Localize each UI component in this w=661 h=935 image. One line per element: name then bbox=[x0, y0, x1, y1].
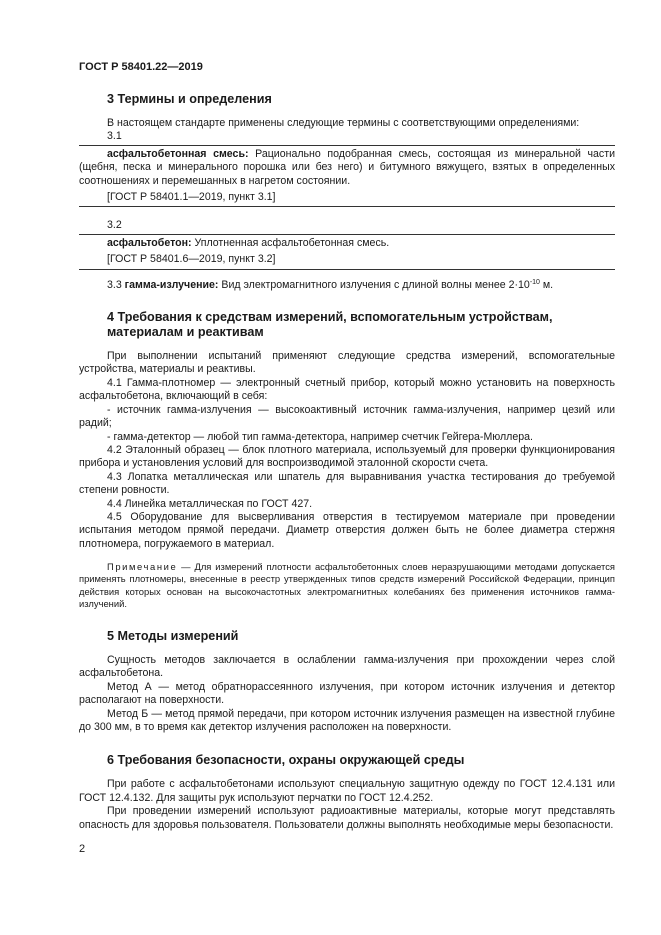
term-3-1-text: Рационально подобранная смесь, состоящая из минеральной части (щебня, песка и минерального порошка или без него) и битумного вяжущего, взятых в определенных соотношениях и перемешанных в нагретом состоянии. bbox=[79, 147, 615, 187]
page-content bbox=[79, 92, 615, 832]
term-3-1-definition bbox=[79, 148, 615, 188]
term-3-1-box bbox=[79, 145, 615, 208]
clause-4-1: 4.1 Гамма-плотномер — электронный счетный прибор, который можно установить на поверхность асфальтобетона, включающий в себя: bbox=[79, 376, 615, 403]
section-6-title: 6 Требования безопасности, охраны окружающей среды bbox=[107, 753, 465, 768]
term-3-2-definition bbox=[79, 237, 615, 250]
term-3-1-term: асфальтобетонная смесь: bbox=[107, 147, 249, 160]
section-3-title: 3 Термины и определения bbox=[107, 92, 272, 106]
term-3-2-box bbox=[79, 234, 615, 270]
clause-4-1-item-source: - источник гамма-излучения — высокоактивный источник гамма-излучения, например цезий или радий; bbox=[79, 403, 615, 430]
term-3-3-exponent: -10 bbox=[529, 278, 540, 286]
term-3-2-number: 3.2 bbox=[107, 219, 122, 232]
clause-4-4: 4.4 Линейка металлическая по ГОСТ 427. bbox=[107, 497, 313, 510]
section-4-intro: При выполнении испытаний применяют следующие средства измерений, вспомогательные устройства, материалы и реактивы. bbox=[79, 350, 615, 376]
method-b: Метод Б — метод прямой передачи, при котором источник излучения размещен на известной глубине до 300 мм, в то время как детектор излучения расположен на поверхности. bbox=[79, 707, 615, 733]
section-5-essence: Сущность методов заключается в ослаблении гамма-излучения при прохождении через слой асфальтобетона. bbox=[79, 653, 615, 680]
section-6-radioactive: При проведении измерений используют радиоактивные материалы, которые могут представлять опасность для здоровья пользователя. Пользователи должны выполнять необходимые меры безопасности. bbox=[79, 805, 615, 831]
term-3-1-reference: [ГОСТ Р 58401.1—2019, пункт 3.1] bbox=[107, 191, 276, 204]
term-3-3 bbox=[79, 279, 615, 292]
term-3-2-reference: [ГОСТ Р 58401.6—2019, пункт 3.2] bbox=[107, 253, 276, 266]
term-3-3-unit: м. bbox=[539, 278, 554, 291]
note-text: — Для измерений плотности асфальтобетонных слоев неразрушающими методами допускается применять плотномеры, внесенные в реестр утвержденных типов средств измерений Российской Федерации, принцип действия которых основан на высокочастотных электромагнитных колебаниях без применения источников гамма-излучений. bbox=[79, 561, 615, 609]
method-a: Метод А — метод обратнорассеянного излучения, при котором источник излучения и детектор располагают на поверхности. bbox=[79, 680, 615, 707]
section-5-title: 5 Методы измерений bbox=[107, 628, 239, 643]
section-4-title-line2: материалам и реактивам bbox=[107, 325, 264, 340]
clause-4-2: 4.2 Эталонный образец — блок плотного материала, используемый для проверки функционирования прибора и установления условий для воспроизводимой эталонной скорости счета. bbox=[79, 443, 615, 470]
clause-4-5: 4.5 Оборудование для высверливания отверстия в тестируемом материале при проведении испытания методом прямой передачи. Диаметр отверстия должен быть не более диаметра стержня плотномера, погружаемого в материал. bbox=[79, 510, 615, 550]
section-4-note bbox=[79, 561, 615, 610]
section-4-title-line1: 4 Требования к средствам измерений, вспомогательным устройствам, bbox=[107, 310, 553, 325]
clause-4-1-item-detector: - гамма-детектор — любой тип гамма-детектора, например счетчик Гейгера-Мюллера. bbox=[107, 430, 533, 443]
term-3-2-text: Уплотненная асфальтобетонная смесь. bbox=[191, 236, 390, 249]
term-3-2-term: асфальтобетон: bbox=[107, 236, 192, 249]
section-6-clothing: При работе с асфальтобетонами используют специальную защитную одежду по ГОСТ 12.4.131 или ГОСТ 12.4.132. Для защиты рук используют перчатки по ГОСТ 12.4.252. bbox=[79, 778, 615, 804]
term-3-3-number: 3.3 bbox=[107, 278, 125, 291]
section-3-intro: В настоящем стандарте применены следующие термины с соответствующими определениями: bbox=[107, 117, 580, 129]
document-code-header: ГОСТ Р 58401.22—2019 bbox=[79, 61, 203, 73]
clause-4-3: 4.3 Лопатка металлическая или шпатель для выравнивания участка тестирования до требуемой степени ровности. bbox=[79, 470, 615, 497]
term-3-1-number: 3.1 bbox=[107, 130, 122, 143]
page-number: 2 bbox=[79, 843, 86, 855]
term-3-3-term: гамма-излучение: bbox=[124, 278, 219, 291]
note-label: Примечание bbox=[107, 561, 178, 573]
section-4-title bbox=[79, 310, 615, 340]
term-3-3-text: Вид электромагнитного излучения с длиной волны менее 2·10 bbox=[218, 278, 530, 291]
